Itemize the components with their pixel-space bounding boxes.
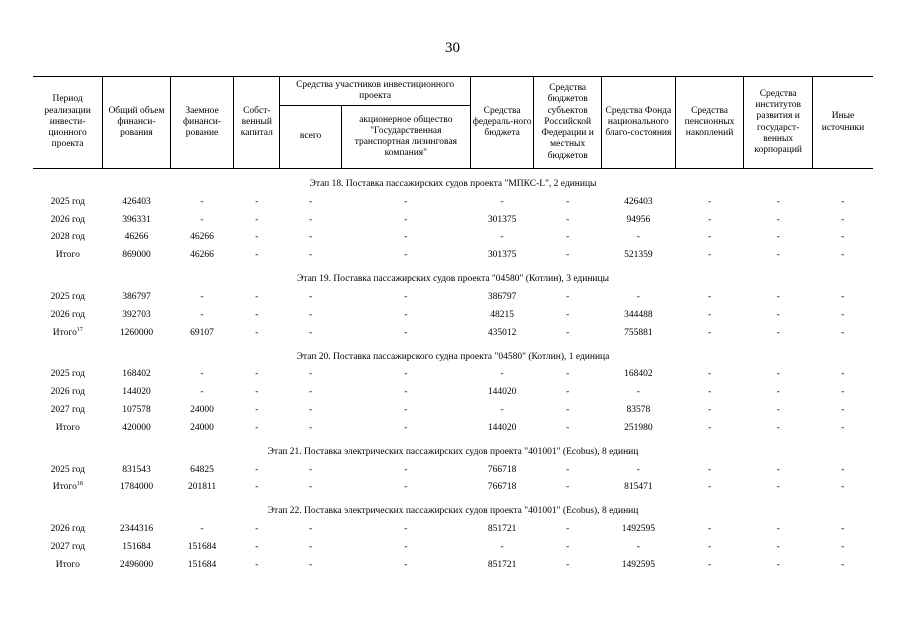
table-body xyxy=(33,169,873,574)
table-cell: - xyxy=(707,369,712,380)
table-cell: - xyxy=(566,232,570,243)
period-label: 2026 год xyxy=(50,214,85,225)
table-cell: - xyxy=(255,482,259,493)
table-cell: - xyxy=(566,542,570,553)
period-label: 2026 год xyxy=(50,387,85,398)
table-cell: - xyxy=(707,232,712,243)
table-cell: 396331 xyxy=(122,214,151,225)
table-cell: - xyxy=(255,464,259,475)
table-cell: - xyxy=(309,387,313,398)
table-cell: - xyxy=(707,524,712,535)
table-cell: - xyxy=(776,422,780,433)
table-row xyxy=(33,556,873,574)
table-row xyxy=(33,419,873,437)
table-cell: 251980 xyxy=(624,422,653,433)
table-cell: 392703 xyxy=(122,309,151,320)
stage-title: Этап 22. Поставка электрических пассажирских судов проекта "401001" (Ecobus), 8 единиц xyxy=(267,506,639,517)
cell-period xyxy=(33,306,103,324)
table-cell: - xyxy=(841,369,845,380)
period-label: 2026 год xyxy=(50,309,85,320)
period-label: Итого xyxy=(55,422,80,433)
table-cell: - xyxy=(500,542,504,553)
table-cell: 301375 xyxy=(487,214,517,225)
table-row xyxy=(33,288,873,306)
table-cell: - xyxy=(255,232,259,243)
table-cell: - xyxy=(200,196,204,207)
period-label: Итого xyxy=(55,559,80,570)
table-cell: 2344316 xyxy=(119,524,154,535)
period-label: 2028 год xyxy=(50,232,85,243)
table-cell: 344488 xyxy=(624,309,653,320)
table-row xyxy=(33,401,873,419)
table-cell: - xyxy=(200,524,204,535)
cell-period xyxy=(33,246,103,264)
table-cell: - xyxy=(566,214,570,225)
table-cell: - xyxy=(500,196,504,207)
table-cell: - xyxy=(707,292,712,303)
table-cell: - xyxy=(566,292,570,303)
table-row xyxy=(33,211,873,229)
table-cell: 869000 xyxy=(122,250,151,261)
cell-period xyxy=(33,479,103,497)
table-cell: - xyxy=(404,482,408,493)
stage-title: Этап 21. Поставка электрических пассажирских судов проекта "401001" (Ecobus), 8 единиц xyxy=(267,446,639,457)
table-cell: - xyxy=(566,196,570,207)
stage-row xyxy=(33,496,873,520)
table-row xyxy=(33,324,873,342)
table-cell: - xyxy=(776,369,780,380)
table-cell: - xyxy=(776,524,780,535)
table-cell: 151684 xyxy=(187,559,217,570)
table-cell: - xyxy=(309,250,313,261)
table-row xyxy=(33,520,873,538)
table-cell: - xyxy=(841,214,845,225)
table-cell: 48215 xyxy=(490,309,514,320)
table-cell: - xyxy=(255,292,259,303)
table-cell: - xyxy=(255,405,259,416)
header-regional: Средства бюджетов субъектов Российской Федерации и местных бюджетов xyxy=(534,77,602,169)
financing-table xyxy=(33,76,873,574)
table-cell: - xyxy=(841,542,845,553)
table-cell: - xyxy=(309,369,313,380)
table-cell: - xyxy=(404,464,408,475)
cell-period xyxy=(33,538,103,556)
table-cell: - xyxy=(404,196,408,207)
table-cell: - xyxy=(404,214,408,225)
table-cell: 94956 xyxy=(626,214,651,225)
table-cell: - xyxy=(776,464,780,475)
cell-period xyxy=(33,419,103,437)
table-cell: - xyxy=(841,250,845,261)
table-cell: - xyxy=(707,464,712,475)
table-cell: - xyxy=(841,196,845,207)
cell-period xyxy=(33,211,103,229)
period-label: 2026 год xyxy=(50,524,85,535)
table-cell: - xyxy=(566,482,570,493)
header-loan: Заемное финанси-рование xyxy=(170,77,234,169)
table-cell: - xyxy=(841,327,845,338)
header-period: Период реализации инвести-ционного проекта xyxy=(33,77,103,169)
table-cell: 766718 xyxy=(487,482,517,493)
cell-period xyxy=(33,288,103,306)
table-row xyxy=(33,383,873,401)
header-nwf: Средства Фонда национального благо-состояния xyxy=(601,77,675,169)
table-cell: 755881 xyxy=(624,327,653,338)
stage-row xyxy=(33,342,873,366)
table-cell: - xyxy=(776,214,780,225)
table-cell: 426403 xyxy=(624,196,653,207)
table-cell: - xyxy=(404,309,408,320)
table-cell: 1784000 xyxy=(119,482,154,493)
table-cell: - xyxy=(404,232,408,243)
table-cell: - xyxy=(200,292,204,303)
table-cell: - xyxy=(841,524,845,535)
table-cell: 46266 xyxy=(124,232,149,243)
table-cell: - xyxy=(255,422,259,433)
table-cell: - xyxy=(255,559,259,570)
table-row xyxy=(33,246,873,264)
table-cell: - xyxy=(309,327,313,338)
table-cell: - xyxy=(776,309,780,320)
table-cell: 766718 xyxy=(487,464,517,475)
table-cell: 1260000 xyxy=(119,327,154,338)
table-cell: - xyxy=(636,387,640,398)
table-cell: 144020 xyxy=(487,387,517,398)
table-cell: - xyxy=(841,387,845,398)
table-cell: - xyxy=(404,524,408,535)
period-label: 2025 год xyxy=(50,464,85,475)
table-row xyxy=(33,366,873,384)
table-cell: 46266 xyxy=(190,250,214,261)
table-cell: - xyxy=(776,482,780,493)
table-cell: - xyxy=(707,196,712,207)
table-cell: - xyxy=(404,542,408,553)
table-cell: - xyxy=(776,387,780,398)
table-cell: - xyxy=(776,405,780,416)
header-participants-group: Средства участников инвестиционного проекта xyxy=(280,77,471,106)
table-row xyxy=(33,461,873,479)
table-cell: - xyxy=(841,559,845,570)
table-cell: 83578 xyxy=(626,405,651,416)
table-cell: - xyxy=(500,405,504,416)
page-number: 30 xyxy=(445,40,460,56)
table-cell: 851721 xyxy=(487,524,517,535)
table-cell: - xyxy=(255,524,259,535)
table-cell: - xyxy=(841,309,845,320)
table-cell: - xyxy=(309,542,313,553)
table-cell: - xyxy=(200,387,204,398)
table-cell: 151684 xyxy=(122,542,151,553)
header-total: Общий объем финанси-рования xyxy=(103,77,171,169)
cell-period xyxy=(33,461,103,479)
table-cell: - xyxy=(200,214,204,225)
table-row xyxy=(33,306,873,324)
table-cell: - xyxy=(309,232,313,243)
table-cell: 301375 xyxy=(487,250,517,261)
table-cell: - xyxy=(776,232,780,243)
table-cell: - xyxy=(500,232,504,243)
table-cell: - xyxy=(309,309,313,320)
table-cell: - xyxy=(309,422,313,433)
table-cell: - xyxy=(255,309,259,320)
table-cell: - xyxy=(404,292,408,303)
table-cell: 24000 xyxy=(190,405,214,416)
cell-period xyxy=(33,556,103,574)
period-label: Итого xyxy=(55,250,80,261)
table-cell: - xyxy=(255,387,259,398)
table-cell: - xyxy=(707,250,712,261)
table-cell: - xyxy=(309,464,313,475)
table-cell: - xyxy=(404,327,408,338)
table-cell: 386797 xyxy=(487,292,517,303)
stage-row xyxy=(33,264,873,288)
table-cell: 64825 xyxy=(190,464,214,475)
cell-period xyxy=(33,366,103,384)
period-label: 2025 год xyxy=(50,196,85,207)
table-cell: - xyxy=(636,232,640,243)
table-cell: 521359 xyxy=(624,250,653,261)
table-cell: - xyxy=(707,422,712,433)
cell-period xyxy=(33,401,103,419)
period-label: Итого xyxy=(52,482,77,493)
table-cell: 815471 xyxy=(624,482,653,493)
table-cell: - xyxy=(255,250,259,261)
table-cell: - xyxy=(566,309,570,320)
table-cell: 144020 xyxy=(487,422,517,433)
table-cell: - xyxy=(404,387,408,398)
stage-title: Этап 19. Поставка пассажирских судов проекта "04580" (Котлин), 3 единицы xyxy=(297,274,609,285)
table-cell: - xyxy=(309,214,313,225)
table-cell: 851721 xyxy=(487,559,517,570)
stage-row xyxy=(33,169,873,194)
table-cell: 24000 xyxy=(190,422,214,433)
table-cell: - xyxy=(776,327,780,338)
footnote-mark: 18 xyxy=(76,481,83,488)
table-cell: - xyxy=(776,250,780,261)
table-cell: - xyxy=(776,196,780,207)
table-cell: - xyxy=(566,387,570,398)
period-label: 2027 год xyxy=(50,542,85,553)
table-cell: 107578 xyxy=(122,405,151,416)
table-cell: - xyxy=(255,369,259,380)
table-cell: - xyxy=(404,250,408,261)
cell-period xyxy=(33,383,103,401)
table-cell: - xyxy=(309,405,313,416)
table-cell: 1492595 xyxy=(621,524,655,535)
table-cell: - xyxy=(566,524,570,535)
table-cell: - xyxy=(255,196,259,207)
table-cell: - xyxy=(841,232,845,243)
table-cell: 168402 xyxy=(624,369,653,380)
table-cell: 386797 xyxy=(122,292,151,303)
table-cell: - xyxy=(566,250,570,261)
table-cell: - xyxy=(636,464,640,475)
table-row xyxy=(33,538,873,556)
table-cell: - xyxy=(841,464,845,475)
stage-title: Этап 20. Поставка пассажирского судна проекта "04580" (Котлин), 1 единица xyxy=(296,351,610,362)
stage-title: Этап 18. Поставка пассажирских судов проекта "МПКС-L", 2 единицы xyxy=(309,179,597,189)
table-cell: - xyxy=(636,542,640,553)
table-cell: - xyxy=(200,369,204,380)
table-cell: - xyxy=(841,422,845,433)
table-cell: 435012 xyxy=(487,327,517,338)
table-cell: - xyxy=(841,482,845,493)
table-cell: - xyxy=(255,542,259,553)
table-cell: - xyxy=(309,524,313,535)
header-pension: Средства пенсионных накоплений xyxy=(675,77,744,169)
table-cell: - xyxy=(309,292,313,303)
table-cell: - xyxy=(776,542,780,553)
table-cell: 2496000 xyxy=(119,559,154,570)
period-label: 2025 год xyxy=(50,292,85,303)
table-cell: - xyxy=(707,559,712,570)
table-cell: - xyxy=(200,309,204,320)
table-cell: - xyxy=(500,369,504,380)
table-cell: - xyxy=(309,196,313,207)
table-cell: - xyxy=(707,542,712,553)
table-cell: - xyxy=(841,405,845,416)
footnote-mark: 17 xyxy=(76,326,83,333)
cell-period xyxy=(33,520,103,538)
table-cell: - xyxy=(566,422,570,433)
table-cell: - xyxy=(707,405,712,416)
period-label: Итого xyxy=(52,327,77,338)
table-cell: 201811 xyxy=(187,482,217,493)
table-cell: - xyxy=(566,559,570,570)
table-cell: - xyxy=(404,422,408,433)
table-cell: 46266 xyxy=(190,232,214,243)
cell-period xyxy=(33,324,103,342)
stage-row xyxy=(33,437,873,461)
table-cell: 426403 xyxy=(122,196,151,207)
period-label: 2027 год xyxy=(50,405,85,416)
table-cell: - xyxy=(566,405,570,416)
table-row xyxy=(33,479,873,497)
period-label: 2025 год xyxy=(50,369,85,380)
table-header xyxy=(33,77,873,169)
table-cell: 168402 xyxy=(122,369,151,380)
table-cell: - xyxy=(566,464,570,475)
table-cell: - xyxy=(841,292,845,303)
table-cell: - xyxy=(309,482,313,493)
header-federal: Средства федераль-ного бюджета xyxy=(470,77,534,169)
table-cell: 151684 xyxy=(187,542,217,553)
table-cell: - xyxy=(707,309,712,320)
table-cell: - xyxy=(776,292,780,303)
table-cell: - xyxy=(707,482,712,493)
cell-period xyxy=(33,229,103,247)
table-cell: - xyxy=(566,327,570,338)
cell-period xyxy=(33,193,103,211)
table-cell: - xyxy=(707,327,712,338)
table-cell: - xyxy=(707,214,712,225)
table-cell: - xyxy=(255,214,259,225)
table-cell: 69107 xyxy=(190,327,214,338)
header-dev-institutions: Средства институтов развития и государст-венных корпораций xyxy=(744,77,813,169)
table-cell: - xyxy=(309,559,313,570)
table-row xyxy=(33,193,873,211)
table-cell: 831543 xyxy=(122,464,151,475)
table-cell: - xyxy=(404,559,408,570)
table-cell: - xyxy=(776,559,780,570)
table-cell: - xyxy=(566,369,570,380)
table-cell: 1492595 xyxy=(621,559,655,570)
table-cell: - xyxy=(255,327,259,338)
table-cell: - xyxy=(404,369,408,380)
table-cell: 420000 xyxy=(122,422,151,433)
table-row xyxy=(33,229,873,247)
header-participants-all: всего xyxy=(280,106,341,169)
header-participants-gtlk: акционерное общество "Государственная транспортная лизинговая компания" xyxy=(341,106,470,169)
table-cell: - xyxy=(404,405,408,416)
table-cell: - xyxy=(636,292,640,303)
header-other: Иные источники xyxy=(812,77,873,169)
header-own-capital: Собст-венный капитал xyxy=(234,77,280,169)
table-cell: - xyxy=(707,387,712,398)
table-cell: 144020 xyxy=(122,387,151,398)
